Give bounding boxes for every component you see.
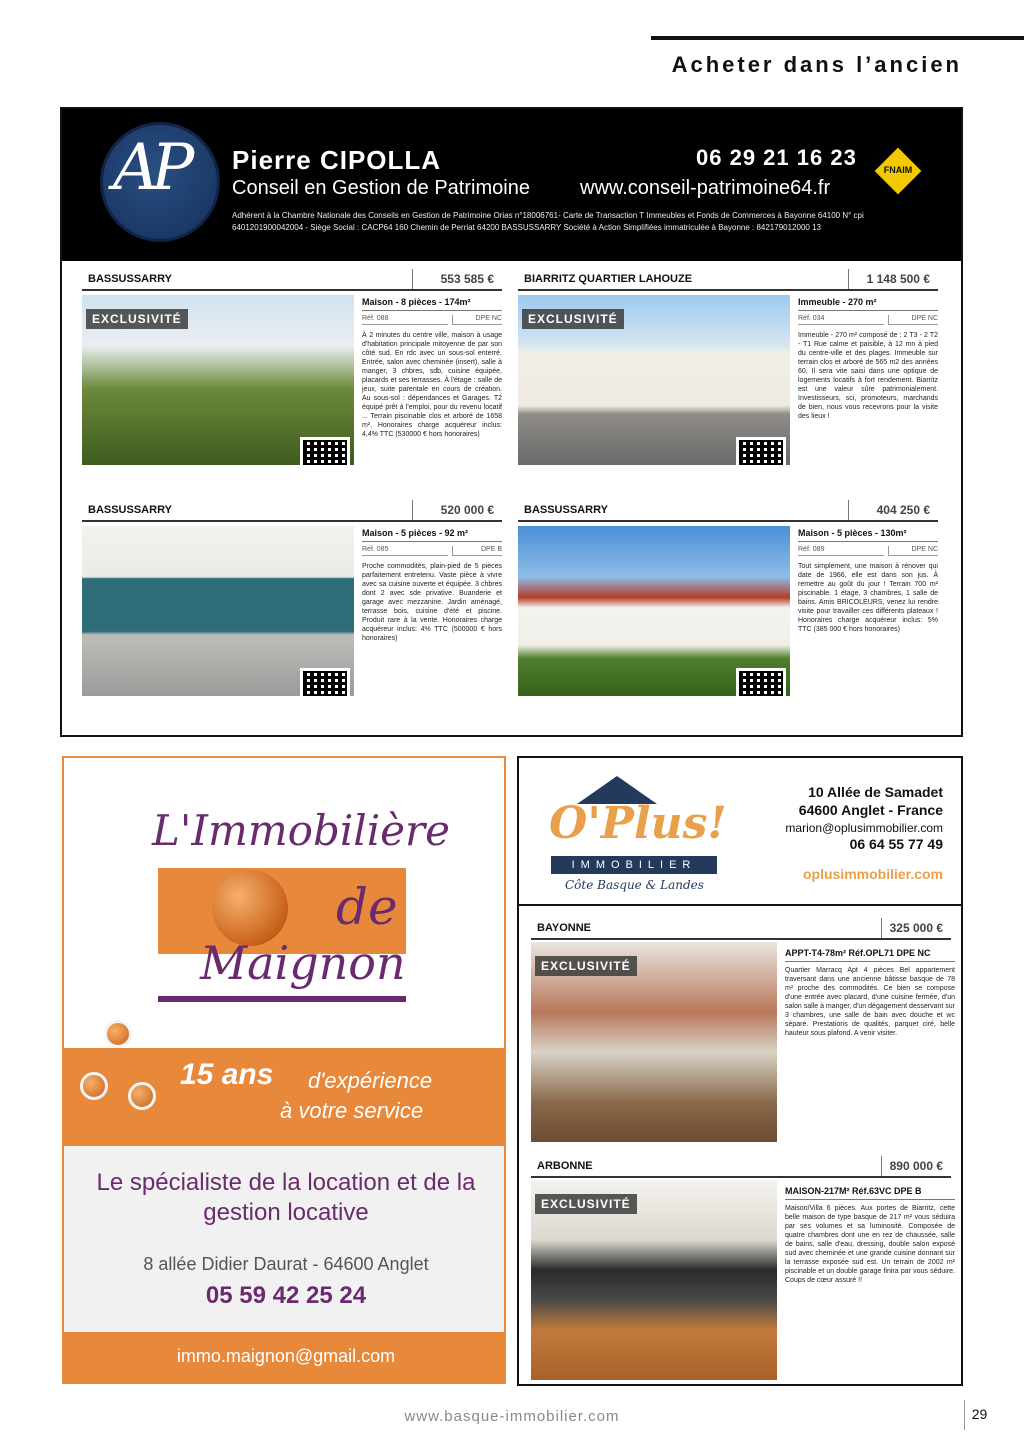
listing-description: Immeuble - 270 m² composé de : 2 T3 - 2 T2 - T1 Rue calme et paisible, à 12 mn à pied du centre-ville et des plages. Immeuble sur terrain clos et arboré de 565 m2 des années 60. Il sera vite saisi dans une optique de logements locatifs à fort rendement. Biarritz est une valeur sûre patrimonialement. Investisseurs, sci, promoteurs, marchands de bien, nous vous recevrons pour la visite des lieux ! [798,332,938,420]
maignon-address: 8 allée Didier Daurat - 64600 Anglet [143,1254,429,1274]
maignon-title-name: Maignon [200,936,406,990]
map-pin-icon [80,1072,108,1100]
oplus-header [519,758,961,906]
listing-ref: Réf. 034 [798,315,884,325]
listing-dpe: DPE B [452,546,502,556]
listing-city: ARBONNE [537,1160,593,1172]
listing-photo[interactable] [518,526,790,696]
listing-type: Maison - 8 pièces - 174m² [362,297,502,311]
cipolla-legal: Adhérent à la Chambre Nationale des Conseils en Gestion de Patrimoine Orias n°18006761- Carte de Transaction T Immeubles et Fonds de Commerces à Bayonne 64100 N° cpi 6401201900042004 - Siège Social : CACP64 160 Chemin de Perriat 64200 BASSUSSARRY Société à Action Simplifiées immatriculée à Bayonne : 842179012000 13 [232,211,864,232]
oplus-website[interactable]: oplusimmobilier.com [802,866,943,882]
listing-card[interactable] [518,500,938,720]
maignon-phone[interactable]: 05 59 42 25 24 [205,1282,367,1309]
maignon-email[interactable]: immo.maignon@gmail.com [64,1332,506,1384]
oplus-immobilier: IMMOBILIER [551,856,717,874]
oplus-email[interactable]: marion@oplusimmobilier.com [785,821,943,835]
listing-price: 404 250 € [848,500,938,520]
cipolla-phone[interactable]: 06 29 21 16 23 [696,145,857,170]
listing-type: APPT-T4-78m² Réf.OPL71 DPE NC [785,948,955,962]
listing-price: 520 000 € [412,500,502,520]
maignon-specialist: Le spécialiste de la location et de la gestion locative [96,1169,476,1226]
listing-photo[interactable] [82,295,354,465]
cipolla-ad [60,107,963,737]
exclusivity-badge: EXCLUSIVITÉ [522,309,624,329]
fnaim-badge: FNAIM [870,149,926,195]
listing-description: Maison/Villa 6 pièces. Aux portes de Biarritz, cette belle maison de type basque de 217 m² vous séduira par ses volumes et sa luminosité. Composée de quatre chambres dont une en rez de chaussée, salle de bains, salle d'eau, dressing, double salon exposé sud avec cheminée et une grande cuisine donnant sur la terrasse exposée sud est. Un terrain de 2002 m² piscinable et un double garage finira par vous séduire. Coups de cœur assuré !! [785,1205,955,1284]
listing-ref: Réf. 085 [362,546,448,556]
cipolla-role: Conseil en Gestion de Patrimoine [232,177,530,199]
qr-code[interactable] [736,437,786,465]
listing-ref: Réf. 088 [362,315,448,325]
maignon-ad [62,756,506,1384]
listing-type: Maison - 5 pièces - 130m² [798,528,938,542]
listing-price: 553 585 € [412,269,502,289]
maignon-service: à votre service [280,1098,424,1123]
listing-description: Quartier Marracq Apt 4 pièces Bel appartement traversant dans une ancienne bâtisse basque de 78 m² proche des commodités. Ce bien se compose d'une entrée avec placard, d'une cuisine fermée, d'un salon salle à manger, d'un dégagement desservant sur 3 chambres, une salle de bain avec douche et wc séparé. Prestations de qualités, parquet ciré, belle hauteur sous plafond. A venir visiter. [785,967,955,1037]
listing-photo[interactable] [531,1180,777,1380]
map-pin-icon [104,1020,132,1048]
exclusivity-badge: EXCLUSIVITÉ [535,1194,637,1214]
listing-card[interactable] [82,269,502,489]
section-title: Acheter dans l’ancien [671,52,962,77]
listing-ref: Réf. 089 [798,546,884,556]
cipolla-logo: AP [100,122,220,242]
listing-card[interactable] [82,500,502,720]
footer-website[interactable]: www.basque-immobilier.com [404,1408,620,1425]
listing-city: BASSUSSARRY [88,504,172,516]
top-rule [651,36,1024,40]
cipolla-header [62,109,961,261]
qr-code[interactable] [736,668,786,696]
listing-city: BAYONNE [537,922,591,934]
listing-type: Maison - 5 pièces - 92 m² [362,528,502,542]
exclusivity-badge: EXCLUSIVITÉ [86,309,188,329]
listing-description: Tout simplement, une maison à rénover qui date de 1966, elle est dans son jus. À remettre au goût du jour ! Terrain 700 m² piscinable. 1 étage, 3 chambres, 1 salle de bains. Amis BRICOLEURS, venez lui rendre visite pour travailler ces différents plateaux ! Honoraires charge acquéreur inclus: 5% TTC (385 000 € hors honoraires) [798,563,938,633]
page-number: 29 [964,1400,994,1430]
maignon-experience: d'expérience [308,1068,433,1093]
listing-description: Proche commodités, plain-pied de 5 pièces parfaitement entretenu. Vaste pièce à vivre avec sa cuisine ouverte et équipée. 3 chbres dont 2 avec sde privative. Buanderie et garage avec mezzanine. Jardin aménagé, terrasse bois, cuisine d'été et piscine. Produit rare à la vente. Honoraires charge acquéreur inclus: 4% TTC (500000 € hors honoraires) [362,563,502,642]
listing-type: MAISON-217M² Réf.63VC DPE B [785,1186,955,1200]
listing-dpe: DPE NC [888,546,938,556]
listing-price: 325 000 € [881,918,951,938]
exclusivity-badge: EXCLUSIVITÉ [535,956,637,976]
oplus-logo: O'Plus! [549,798,727,849]
oplus-address-line2: 64600 Anglet - France [798,802,943,818]
oplus-phone[interactable]: 06 64 55 77 49 [849,836,943,852]
listing-city: BASSUSSARRY [524,504,608,516]
listing-price: 1 148 500 € [848,269,938,289]
oplus-ad [517,756,963,1386]
listing-card[interactable] [531,1156,955,1380]
listing-dpe: DPE NC [888,315,938,325]
oplus-tagline: Côte Basque & Landes [565,878,704,892]
listing-city: BIARRITZ QUARTIER LAHOUZE [524,273,693,285]
listing-description: À 2 minutes du centre ville, maison à usage d'habitation principale mitoyenne de par son côté sud. En rdc avec un sous-sol enterré. Entrée, salon avec cheminée (insert), salle à manger, 3 chbres, sdb, cuisine équipée, placards et ses terrasses. À l'étage : salle de jeux, suite parentale en cours de création. Au sous-sol : dépendances et Garages. T2 équipé prêt à l'emploi, pour du revenu locatif ... Terrain piscinable clos et arboré de 1658 m². Honoraires charge acquéreur inclus: 4,4% TTC (530000 € hors honoraires) [362,332,502,438]
listing-photo[interactable] [82,526,354,696]
maignon-title-de: de [336,878,398,936]
cipolla-name: Pierre CIPOLLA [232,145,442,175]
listing-photo[interactable] [518,295,790,465]
listing-card[interactable] [531,918,955,1142]
listing-card[interactable] [518,269,938,489]
listing-photo[interactable] [531,942,777,1142]
maignon-purple-bar [158,996,406,1002]
listing-city: BASSUSSARRY [88,273,172,285]
oplus-address-line1: 10 Allée de Samadet [808,784,943,800]
cipolla-website[interactable]: www.conseil-patrimoine64.fr [580,177,831,199]
listing-price: 890 000 € [881,1156,951,1176]
qr-code[interactable] [300,668,350,696]
listing-type: Immeuble - 270 m² [798,297,938,311]
maignon-title: L'Immobilière [152,806,450,855]
listing-dpe: DPE NC [452,315,502,325]
qr-code[interactable] [300,437,350,465]
map-pin-icon [128,1082,156,1110]
maignon-years: 15 ans [180,1058,274,1091]
maignon-ball-logo [212,870,288,946]
